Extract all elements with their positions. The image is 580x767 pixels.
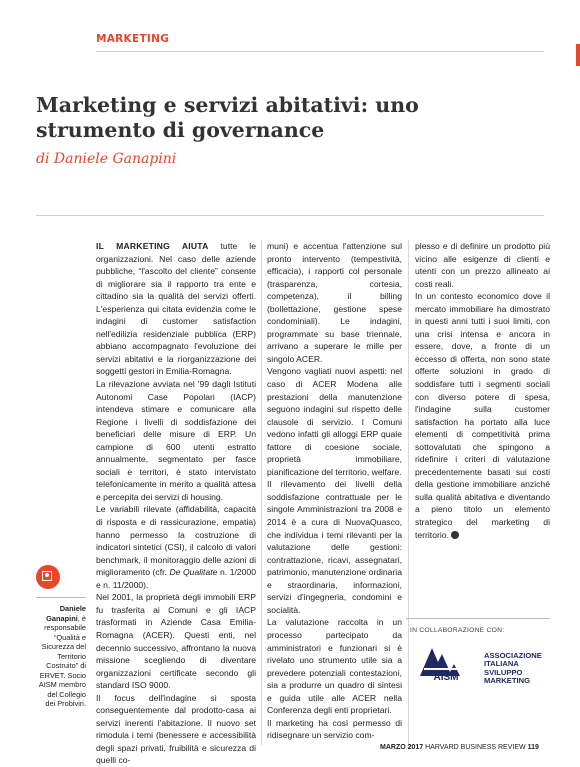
logo-text: AISM — [433, 672, 459, 682]
paragraph: Vengono vagliati nuovi aspetti: nel caso di ACER Modena alle prestazioni della manutenzione seguono indagini sul rispetto delle clausole di servizio. I Comuni vedono infatti gli alloggi ERP quale fattore di coesione sociale, proprietà immobiliare, pianificazione del territorio, welfare. — [267, 366, 402, 477]
paragraph-text: In un contesto economico dove il mercato immobiliare ha dimostrato in questi anni tutti i suoi limiti, con una crisi intensa e ancora in essere, dove, a fronte di un eccesso di offerta, non sono state offerte soluzioni in grado di soddisfare tutti i segmenti sociali con diverso potere di spesa, l'indagine sulla customer satisfaction ha portato alla luce elementi di competitività prima sottovalutati che spingono a ridefinire i criteri di valutazione precedentemente basati sui costi della gestione immobiliare anziché sulla qualità abitativa e diventando a pieno titolo un elemento strategico del marketing di territorio. — [415, 291, 550, 540]
collab-label: IN COLLABORAZIONE CON: — [410, 627, 505, 634]
association-name — [484, 652, 542, 686]
association-line: ITALIANA — [484, 659, 519, 669]
paragraph: La valutazione raccolta in un processo partecipato da amministratori e funzionari si è rivelato uno strumento utile sia a prevedere potenziali contestazioni, sia a produrre un quadro di sintesi e guida utile alle ACER nella Conferenza degli enti proprietari. — [267, 617, 402, 716]
paragraph: Il marketing ha così permesso di ridisegnare un servizio com- — [267, 717, 402, 741]
end-of-article-icon — [451, 531, 459, 539]
paragraph — [96, 240, 256, 378]
paragraph: plesso e di definire un prodotto più vicino alle esigenze di clienti e utenti con un prezzo allineato ai costi reali. — [415, 241, 550, 289]
author-divider — [36, 597, 86, 598]
paragraph — [96, 503, 256, 591]
paragraph — [415, 290, 550, 541]
paragraph: muni) e accentua l'attenzione sul pronto intervento (tempestività, efficacia), i rapporti col personale (trasparenza, cortesia, competenza), il billing (bollettazione, gestione spese condominiali). Le indagini, programmate su base triennale, arrivano a superare le mille per singolo ACER. — [267, 241, 402, 364]
collab-divider — [406, 618, 550, 619]
citation: De Qualitate — [169, 567, 218, 578]
author-bio-text: , è responsabile “Qualità e Sicurezza del Territorio Costruito” di ERVET. Socio AISM membro del Collegio dei Probiviri. — [38, 613, 86, 708]
lead-in: IL MARKETING AIUTA — [96, 241, 209, 251]
author-box — [36, 565, 86, 709]
title-divider — [36, 215, 544, 216]
paragraph: Nel 2001, la proprietà degli immobili ERP fu trasferita ai Comuni e gli IACP trasformati in Aziende Casa Emilia-Romagna (ACER). Questi enti, nel decennio successivo, affrontano la nuova missione scegliendo di diventare organizzazioni certificate secondo gli standard ISO 9000. — [96, 592, 256, 691]
section-label: MARKETING — [96, 33, 170, 45]
paragraph: Il focus dell'indagine si sposta conseguentemente dal prodotto-casa ai servizi inerenti l'abitazione. Il nuovo set rimodula i temi (benessere e accessibilità degli spazi privati, fruibilità e sicurezza di quelli co- — [96, 692, 256, 766]
paragraph-text: Le variabili rilevate (affidabilità, capacità di risposta e di rassicurazione, empatia) hanno permesso la costruzione di indicatori sintetici (CSI), il calcolo di valori benchmark, il monitoraggio delle azioni di miglioramento (cfr. — [96, 504, 256, 578]
section-edge-marker — [576, 44, 580, 66]
column-rule — [408, 240, 409, 745]
article-byline: di Daniele Ganapini — [36, 151, 177, 167]
magazine-name: HARVARD BUSINESS REVIEW — [423, 744, 528, 751]
paragraph-text: n. 1/2000 e n. 11/2000). — [96, 567, 256, 590]
association-line: MARKETING — [484, 676, 530, 686]
page-footer — [380, 744, 539, 751]
article-column-2 — [267, 240, 402, 742]
aism-logo-icon — [416, 642, 476, 682]
article-title: Marketing e servizi abitativi: uno strumento di governance — [36, 93, 419, 142]
page-number: 119 — [527, 744, 539, 751]
article-column-3 — [415, 240, 550, 541]
association-line: SVILUPPO — [484, 667, 523, 677]
paragraph: La rilevazione avviata nel '99 dagli Istituti Autonomi Case Popolari (IACP) intendeva stimare e comunicare alla Regione i livelli di soddisfazione dei beneficiari delle misure di ERP. Un campione di 600 utenti estratto annualmente, segmentato per fasce sociali e territori, è stato intervistato telefonicamente in merito a qualità attesa e percepita dei servizi di housing. — [96, 379, 256, 502]
author-name: Daniele Ganapini — [46, 604, 86, 623]
issue-date: MARZO 2017 — [380, 744, 424, 751]
paragraph-text: tutte le organizzazioni. Nel caso delle aziende pubbliche, “l'ascolto del cliente” consente di migliorare sia il rapporto tra ente e cittadino sia la qualità dei servizi offerti. L'esperienza qui citata evidenzia come le indagini di customer satisfaction nell'edilizia residenziale pubblica (ERP) abbiano accompagnato l'evoluzione dei servizi abitativi e la riorganizzazione dei soggetti gestori in Emilia-Romagna. — [96, 241, 256, 377]
author-bio — [36, 604, 86, 709]
author-icon — [36, 565, 60, 589]
paragraph: Il rilevamento dei livelli della soddisfazione contrattuale per le singole Amministrazioni tra 2008 e 2014 è a cura di NuovaQuasco, che individua i temi rilevanti per la valutazione delle gestioni: contrattazione, ricavi, assegnatari, patrimonio, manutenzione ordinaria e straordinaria, informazioni, servizi d'ingegneria, condomini e socialità. — [267, 479, 402, 615]
header-divider — [96, 51, 544, 52]
article-column-1 — [96, 240, 256, 767]
association-line: ASSOCIAZIONE — [484, 651, 542, 660]
column-rule — [261, 240, 262, 745]
